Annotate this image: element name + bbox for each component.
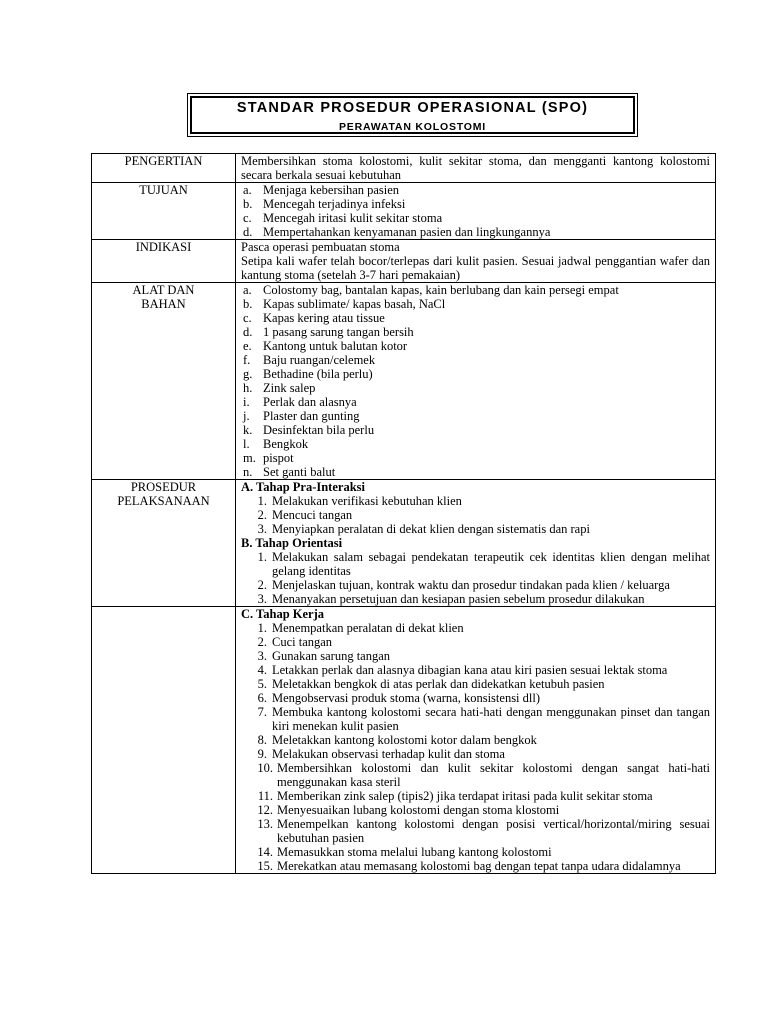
document-subtitle: PERAWATAN KOLOSTOMI: [338, 121, 487, 133]
section-title-orientasi: B. Tahap Orientasi: [241, 536, 343, 550]
document-header-inner: [190, 96, 635, 134]
list-item: 1. Menempatkan peralatan di dekat klien: [257, 621, 464, 635]
list-item: 3. Menanyakan persetujuan dan kesiapan pasien sebelum prosedur dilakukan: [257, 592, 645, 606]
list-item: 4. Letakkan perlak dan alasnya dibagian kana atau kiri pasien sesuai lektak stoma: [257, 663, 668, 677]
list-item: 2. Mencuci tangan: [257, 508, 353, 522]
list-item: c. Mencegah iritasi kulit sekitar stoma: [243, 211, 443, 225]
list-item: 14. Memasukkan stoma melalui lubang kantong kolostomi: [257, 845, 552, 859]
label-tujuan: TUJUAN: [92, 183, 236, 240]
list-item: 1. Melakukan verifikasi kebutuhan klien: [257, 494, 462, 508]
section-title-tahap-kerja: C. Tahap Kerja: [241, 607, 325, 621]
list-item: g. Bethadine (bila perlu): [243, 367, 373, 381]
row-alat-bahan: [92, 283, 716, 480]
list-item: a. Colostomy bag, bantalan kapas, kain berlubang dan kain persegi empat: [243, 283, 619, 297]
list-item: 5. Meletakkan bengkok di atas perlak dan didekatkan ketubuh pasien: [257, 677, 605, 691]
list-item: 11. Memberikan zink salep (tipis2) jika terdapat iritasi pada kulit sekitar stoma: [257, 789, 653, 803]
list-item: 8. Meletakkan kantong kolostomi kotor dalam bengkok: [257, 733, 537, 747]
row-indikasi: [92, 240, 716, 283]
list-item: 7. Membuka kantong kolostomi secara hati-hati dengan menggunakan pinset dan tangan kiri menekan kulit pasien: [257, 705, 710, 733]
list-item: 13. Menempelkan kantong kolostomi dengan posisi vertical/horizontal/miring sesuai kebutuhan pasien: [257, 817, 710, 845]
list-item: b. Mencegah terjadinya infeksi: [243, 197, 406, 211]
label-pengertian: PENGERTIAN: [92, 154, 236, 183]
list-item: h. Zink salep: [243, 381, 316, 395]
row-pengertian: [92, 154, 716, 183]
document-title: STANDAR PROSEDUR OPERASIONAL (SPO): [236, 100, 589, 116]
list-item: 10. Membersihkan kolostomi dan kulit sekitar kolostomi dengan sangat hati-hati menggunakan kasa steril: [257, 761, 710, 789]
content-prosedur-ab: [236, 480, 716, 607]
label-alat-bahan: ALAT DAN BAHAN: [92, 283, 236, 480]
list-item: 6. Mengobservasi produk stoma (warna, konsistensi dll): [257, 691, 541, 705]
list-item: m. pispot: [243, 451, 294, 465]
section-title-pra-interaksi: A. Tahap Pra-Interaksi: [241, 480, 365, 494]
label-indikasi: INDIKASI: [92, 240, 236, 283]
list-item: d. Mempertahankan kenyamanan pasien dan lingkungannya: [243, 225, 551, 239]
list-item: n. Set ganti balut: [243, 465, 336, 479]
list-item: e. Kantong untuk balutan kotor: [243, 339, 408, 353]
list-item: l. Bengkok: [243, 437, 309, 451]
list-item: a. Menjaga kebersihan pasien: [243, 183, 400, 197]
pengertian-text: Membersihkan stoma kolostomi, kulit sekitar stoma, dan mengganti kantong kolostomi secara berkala sesuai kebutuhan: [241, 154, 710, 182]
list-item: 3. Menyiapkan peralatan di dekat klien dengan sistematis dan rapi: [257, 522, 590, 536]
list-item: 12. Menyesuaikan lubang kolostomi dengan stoma klostomi: [257, 803, 560, 817]
content-tahap-kerja: [236, 607, 716, 874]
content-pengertian: [236, 154, 716, 183]
content-indikasi: [236, 240, 716, 283]
list-item: 3. Gunakan sarung tangan: [257, 649, 391, 663]
list-item: i. Perlak dan alasnya: [243, 395, 357, 409]
label-prosedur: PROSEDUR PELAKSANAAN: [92, 480, 236, 607]
content-alat-bahan: [236, 283, 716, 480]
row-tujuan: [92, 183, 716, 240]
list-item: j. Plaster dan gunting: [243, 409, 360, 423]
list-item: 9. Melakukan observasi terhadap kulit dan stoma: [257, 747, 505, 761]
list-item: b. Kapas sublimate/ kapas basah, NaCl: [243, 297, 446, 311]
list-item: 15. Merekatkan atau memasang kolostomi bag dengan tepat tanpa udara didalamnya: [257, 859, 681, 873]
row-prosedur: [92, 480, 716, 607]
list-item: d. 1 pasang sarung tangan bersih: [243, 325, 414, 339]
list-item: k. Desinfektan bila perlu: [243, 423, 375, 437]
list-item: f. Baju ruangan/celemek: [243, 353, 376, 367]
list-item: 2. Cuci tangan: [257, 635, 333, 649]
document-header: [187, 93, 638, 137]
content-tujuan: [236, 183, 716, 240]
list-item: c. Kapas kering atau tissue: [243, 311, 385, 325]
indikasi-line2: Setipa kali wafer telah bocor/terlepas dari kulit pasien. Sesuai jadwal penggantian wafer dan kantung stoma (setelah 3-7 hari pemakaian): [241, 254, 710, 282]
row-tahap-kerja: [92, 607, 716, 874]
spo-table: [91, 153, 716, 874]
label-empty: [92, 607, 236, 874]
indikasi-line1: Pasca operasi pembuatan stoma: [241, 240, 400, 254]
list-item: 1. Melakukan salam sebagai pendekatan terapeutik cek identitas klien dengan melihat gelang identitas: [257, 550, 710, 578]
list-item: 2. Menjelaskan tujuan, kontrak waktu dan prosedur tindakan pada klien / keluarga: [257, 578, 670, 592]
